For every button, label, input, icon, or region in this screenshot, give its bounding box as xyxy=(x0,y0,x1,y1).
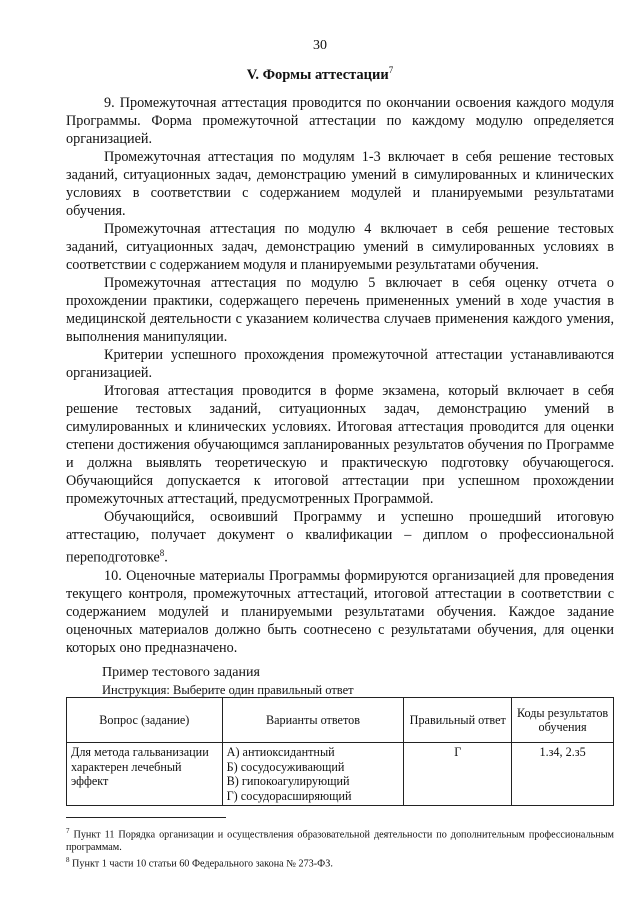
paragraph-10: 10. Оценочные материалы Программы формируются организацией для проведения текущего контроля, промежуточных аттестаций, итоговой аттестации в соответствии с содержанием модулей и планируемыми результатами обучения. Каждое задание оценочных материалов должно быть соотнесено с результатами обучения, для оценки которых оно предназначено. xyxy=(66,567,614,656)
example-heading: Пример тестового задания xyxy=(102,665,260,680)
table-header-row xyxy=(67,698,614,743)
instruction-text: Инструкция: Выберите один правильный ответ xyxy=(102,683,354,697)
codes-cell: 1.з4, 2.з5 xyxy=(512,743,614,806)
footnote-7 xyxy=(66,825,614,854)
paragraph-criteria: Критерии успешного прохождения промежуточной аттестации устанавливаются организацией. xyxy=(66,347,614,381)
qualification-text: Обучающийся, освоивший Программу и успешно прошедший итоговую аттестацию, получает документ о квалификации – диплом о профессиональной переподготовке xyxy=(66,509,614,566)
paragraph-modules-1-3: Промежуточная аттестация по модулям 1-3 включает в себя решение тестовых заданий, ситуационных задач, демонстрацию умений в симулированных и клинических условиях в соответствии с содержанием модулей и планируемыми результатами обучения. xyxy=(66,149,614,219)
paragraph-9: 9. Промежуточная аттестация проводится по окончании освоения каждого модуля Программы. Форма промежуточной аттестации по каждому модулю определяется организацией. xyxy=(66,95,614,147)
footnote-mark: 7 xyxy=(66,827,70,835)
paragraph-final-attestation: Итоговая аттестация проводится в форме экзамена, который включает в себя решение тестовых заданий, ситуационных задач, демонстрацию умений в симулированных и клинических условиях. Итоговая аттестация проводится для оценки степени достижения обучающимся запланированных результатов обучения по Программе и должна выявлять теоретическую и практическую подготовку обучающегося. Обучающийся допускается к итоговой аттестации при успешном прохождении промежуточных аттестаций, предусмотренных Программой. xyxy=(66,383,614,507)
option-a: А) антиоксидантный xyxy=(226,745,335,759)
option-b: Б) сосудосуживающий xyxy=(226,759,345,774)
footnote-ref-7: 7 xyxy=(388,65,394,75)
footnote-text: Пункт 1 части 10 статьи 60 Федерального закона № 273-ФЗ. xyxy=(72,858,333,870)
header-options: Варианты ответов xyxy=(222,698,404,743)
question-cell: Для метода гальванизации характерен лечебный эффект xyxy=(67,743,223,806)
body-text xyxy=(66,94,614,657)
test-task-table xyxy=(66,697,614,806)
page-number: 30 xyxy=(313,38,327,53)
footnote-ref-8: 8 xyxy=(159,548,165,558)
footnote-mark: 8 xyxy=(66,856,70,865)
section-title-text: V. Формы аттестации xyxy=(246,66,389,83)
table-row xyxy=(67,743,614,806)
section-title xyxy=(0,65,640,84)
paragraph-module-4: Промежуточная аттестация по модулю 4 включает в себя решение тестовых заданий, ситуационных задач, демонстрацию умений в симулированных условиях в соответствии с содержанием модуля и планируемыми результатами обучения. xyxy=(66,221,614,273)
option-d: Г) сосудорасширяющий xyxy=(226,788,352,803)
header-result-codes: Коды результатов обучения xyxy=(512,698,614,743)
footnote-8 xyxy=(66,854,614,870)
paragraph-module-5: Промежуточная аттестация по модулю 5 включает в себя оценку отчета о прохождении практики, содержащего перечень примененных умений в ходе участия в медицинской деятельности с указанием количества случаев применения каждого умения, выполнения манипуляции. xyxy=(66,275,614,345)
paragraph-qualification xyxy=(66,508,614,567)
qualification-period: . xyxy=(164,549,168,566)
option-c: В) гипокоагулирующий xyxy=(226,774,350,788)
header-question: Вопрос (задание) xyxy=(67,698,223,743)
footnote-text: Пункт 11 Порядка организации и осуществления образовательной деятельности по дополнительным профессиональным программам. xyxy=(66,829,614,854)
options-cell xyxy=(222,743,404,806)
answer-cell: Г xyxy=(404,743,512,806)
footnotes xyxy=(66,825,614,871)
footnote-separator xyxy=(66,817,226,818)
header-correct-answer: Правильный ответ xyxy=(404,698,512,743)
